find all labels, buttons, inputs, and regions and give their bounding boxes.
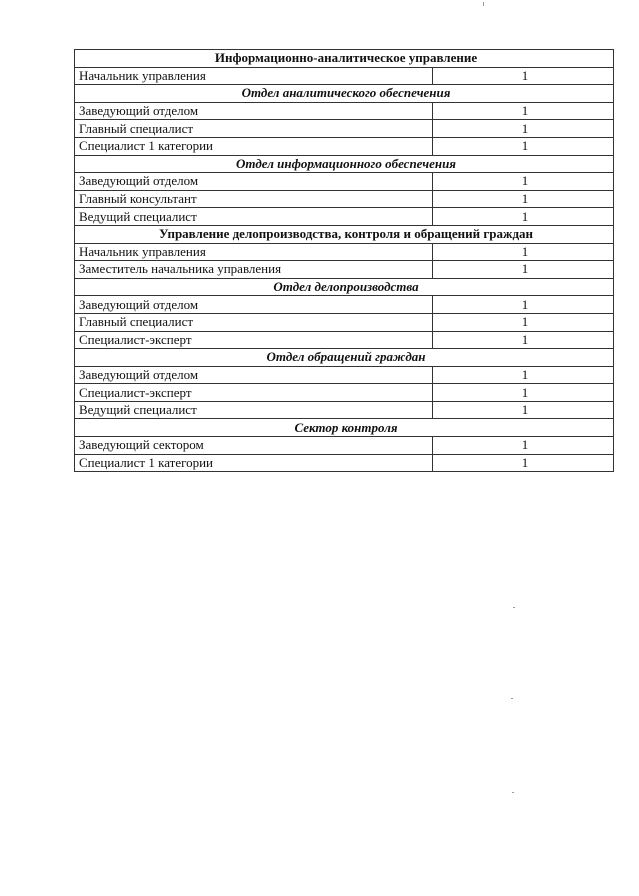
- position-name: Заведующий отделом: [75, 102, 433, 120]
- table-row: [75, 437, 614, 455]
- position-count: 1: [433, 366, 614, 384]
- subsection-row: [75, 278, 614, 296]
- table-row: [75, 366, 614, 384]
- position-count: 1: [433, 331, 614, 349]
- position-count: 1: [433, 401, 614, 419]
- table-row: [75, 102, 614, 120]
- position-count: 1: [433, 384, 614, 402]
- subsection-title: Отдел аналитического обеспечения: [75, 85, 614, 103]
- scan-speck: [483, 2, 484, 6]
- position-count: 1: [433, 67, 614, 85]
- position-name: Специалист-эксперт: [75, 331, 433, 349]
- position-count: 1: [433, 437, 614, 455]
- table-row: [75, 261, 614, 279]
- position-name: Заведующий сектором: [75, 437, 433, 455]
- table-row: [75, 67, 614, 85]
- subsection-row: [75, 349, 614, 367]
- staffing-table: [74, 49, 614, 472]
- position-name: Начальник управления: [75, 243, 433, 261]
- position-name: Специалист 1 категории: [75, 137, 433, 155]
- subsection-title: Отдел обращений граждан: [75, 349, 614, 367]
- section-title: Управление делопроизводства, контроля и обращений граждан: [75, 225, 614, 243]
- position-name: Заведующий отделом: [75, 173, 433, 191]
- table-row: [75, 208, 614, 226]
- subsection-row: [75, 155, 614, 173]
- table-row: [75, 173, 614, 191]
- subsection-title: Отдел делопроизводства: [75, 278, 614, 296]
- table-row: [75, 454, 614, 472]
- table-row: [75, 137, 614, 155]
- position-name: Заместитель начальника управления: [75, 261, 433, 279]
- position-name: Ведущий специалист: [75, 208, 433, 226]
- subsection-title: Отдел информационного обеспечения: [75, 155, 614, 173]
- position-name: Заведующий отделом: [75, 296, 433, 314]
- table-row: [75, 401, 614, 419]
- section-row: [75, 225, 614, 243]
- subsection-title: Сектор контроля: [75, 419, 614, 437]
- position-count: 1: [433, 102, 614, 120]
- position-count: 1: [433, 173, 614, 191]
- table-row: [75, 120, 614, 138]
- table-row: [75, 243, 614, 261]
- table-row: [75, 384, 614, 402]
- position-name: Заведующий отделом: [75, 366, 433, 384]
- position-name: Специалист-эксперт: [75, 384, 433, 402]
- position-count: 1: [433, 261, 614, 279]
- position-count: 1: [433, 296, 614, 314]
- position-name: Главный специалист: [75, 120, 433, 138]
- position-name: Главный консультант: [75, 190, 433, 208]
- staffing-table-body: [75, 50, 614, 472]
- subsection-row: [75, 85, 614, 103]
- position-count: 1: [433, 454, 614, 472]
- table-row: [75, 331, 614, 349]
- scan-speck: [512, 792, 514, 793]
- position-count: 1: [433, 208, 614, 226]
- position-count: 1: [433, 190, 614, 208]
- scan-speck: [513, 607, 515, 608]
- position-name: Главный специалист: [75, 313, 433, 331]
- section-title: Информационно-аналитическое управление: [75, 50, 614, 68]
- scan-speck: [511, 698, 513, 699]
- position-count: 1: [433, 243, 614, 261]
- position-count: 1: [433, 313, 614, 331]
- subsection-row: [75, 419, 614, 437]
- position-count: 1: [433, 137, 614, 155]
- table-row: [75, 296, 614, 314]
- section-row: [75, 50, 614, 68]
- position-name: Ведущий специалист: [75, 401, 433, 419]
- position-name: Начальник управления: [75, 67, 433, 85]
- position-name: Специалист 1 категории: [75, 454, 433, 472]
- table-row: [75, 313, 614, 331]
- position-count: 1: [433, 120, 614, 138]
- table-row: [75, 190, 614, 208]
